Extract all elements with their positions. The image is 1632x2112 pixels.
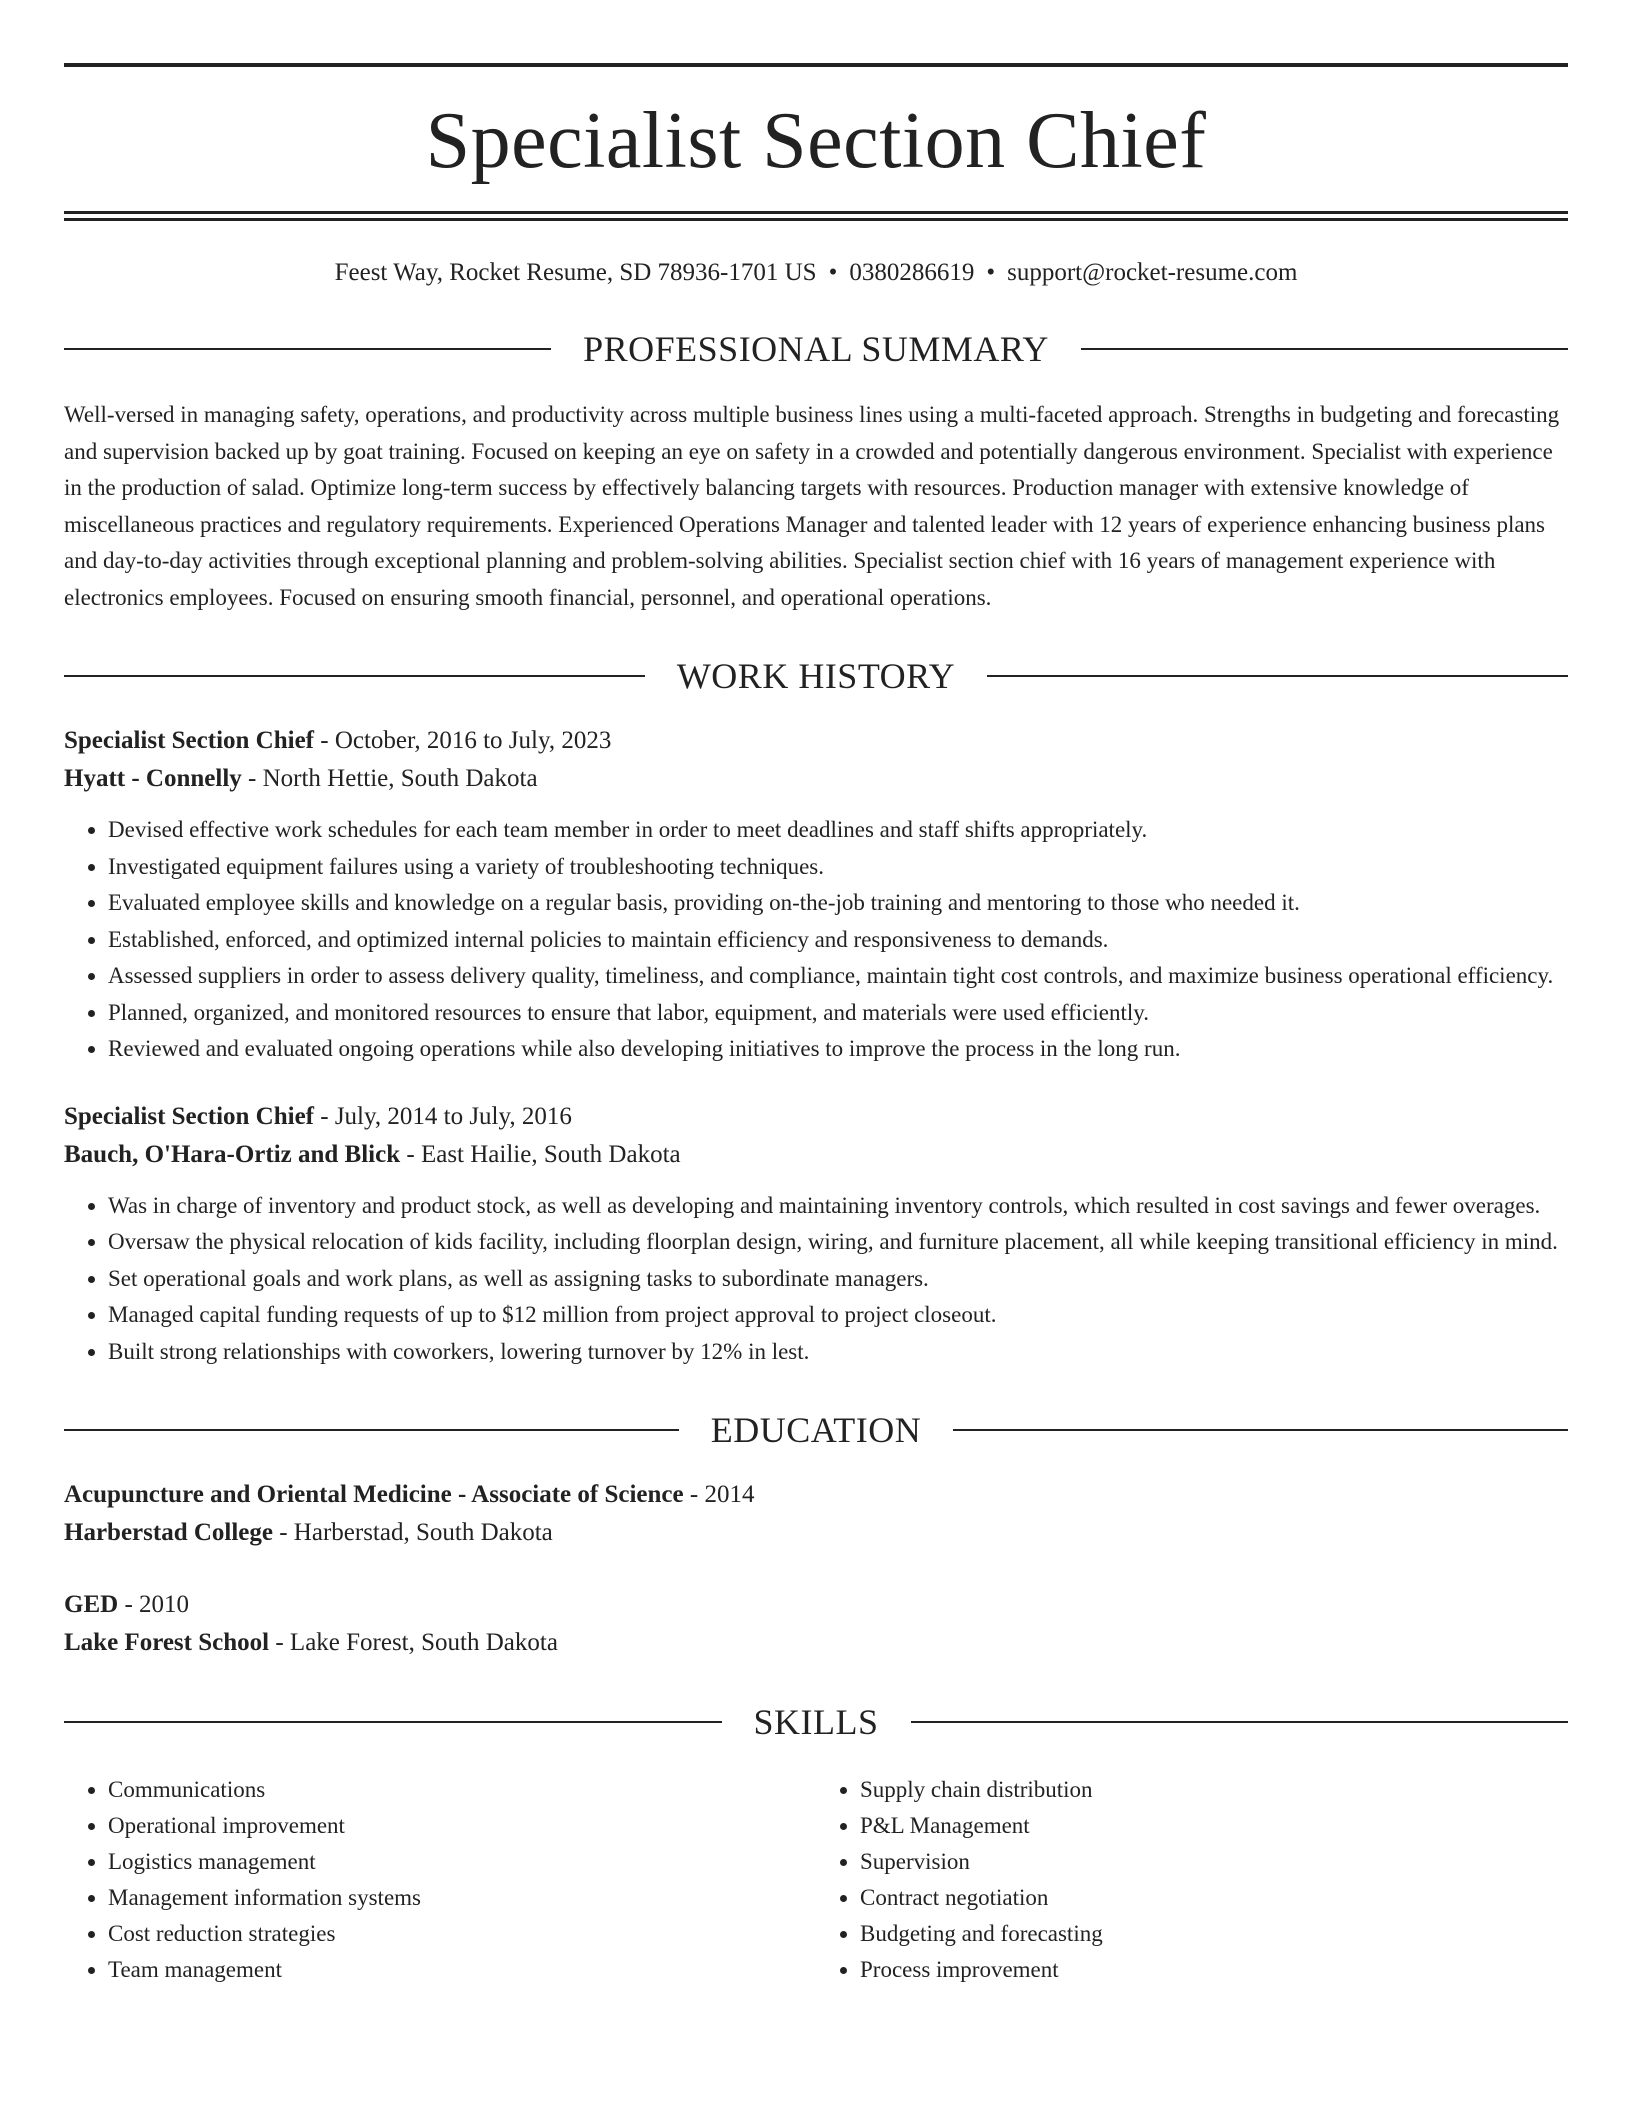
resume-name: Specialist Section Chief [425,97,1207,185]
education-degree-line [64,1586,1568,1624]
job-entry [64,722,1568,1068]
section-title-work: WORK HISTORY [676,656,956,696]
section-rule [64,1429,679,1431]
section-header-education [64,1410,1568,1450]
job-title: Specialist Section Chief [64,727,314,754]
job-dates: - October, 2016 to July, 2023 [314,727,612,754]
summary-text: Well-versed in managing safety, operations, and productivity across multiple business lines using a multi-faceted approach. Strengths in budgeting and forecasting and supervision backed up by goat training. Focused on keeping an eye on safety in a crowded and potentially dangerous environment. Specialist with experience in the production of salad. Optimize long-term success by effectively balancing targets with resources. Production manager with extensive knowledge of miscellaneous practices and regulatory requirements. Experienced Operations Manager and talented leader with 12 years of experience enhancing business plans and day-to-day activities through exceptional planning and problem-solving abilities. Specialist section chief with 16 years of management experience with electronics employees. Focused on ensuring smooth financial, personnel, and operational operations. [64,402,1560,610]
job-bullet: • Built strong relationships with coworkers, lowering turnover by 12% in lest. [108,1334,1568,1371]
skill-item: • Logistics management [108,1844,816,1880]
contact-address: Feest Way, Rocket Resume, SD 78936-1701 US [334,259,817,286]
double-rule [64,211,1568,221]
job-location: - North Hettie, South Dakota [241,765,538,792]
job-bullet: • Devised effective work schedules for each team member in order to meet deadlines and staff shifts appropriately. [108,812,1568,849]
contact-separator: • [828,259,838,286]
contact-line [64,257,1568,289]
education-school-line [64,1514,1568,1552]
section-rule [987,675,1568,677]
job-bullets [64,1188,1568,1371]
job-bullet: • Set operational goals and work plans, as well as assigning tasks to subordinate managers. [108,1261,1568,1298]
job-bullet: • Reviewed and evaluated ongoing operations while also developing initiatives to improve the process in the long run. [108,1031,1568,1068]
education-degree: GED [64,1591,119,1618]
job-title: Specialist Section Chief [64,1102,314,1130]
section-header-skills [64,1702,1568,1742]
education-school: Lake Forest School [64,1629,270,1656]
education-location: - Harberstad, South Dakota [272,1519,553,1546]
education-year: - 2010 [118,1591,190,1618]
skill-item: • Communications [108,1772,816,1808]
section-title-education: EDUCATION [710,1410,922,1450]
skill-item: • Contract negotiation [860,1880,1568,1916]
skills-grid [64,1772,1568,1988]
job-bullet: • Evaluated employee skills and knowledge on a regular basis, providing on-the-job training and mentoring to those who needed it. [108,885,1568,922]
section-header-work [64,656,1568,696]
education-degree-line [64,1476,1568,1514]
contact-email: support@rocket-resume.com [1007,259,1298,286]
job-title-line [64,722,1568,760]
section-rule [64,675,645,677]
section-rule [1081,348,1568,350]
skill-item: • Operational improvement [108,1808,816,1844]
section-rule [64,348,551,350]
section-title-summary: PROFESSIONAL SUMMARY [583,329,1049,369]
job-title-line [64,1098,1568,1136]
education-entry [64,1586,1568,1662]
education-location: - Lake Forest, South Dakota [269,1629,558,1656]
skills-column-left [64,1772,816,1988]
skill-item: • Process improvement [860,1952,1568,1988]
education-degree: Acupuncture and Oriental Medicine - Associate of Science [64,1481,684,1508]
job-bullet: • Oversaw the physical relocation of kids facility, including floorplan design, wiring, and furniture placement, all while keeping transitional efficiency in mind. [108,1224,1568,1261]
skill-item: • Cost reduction strategies [108,1916,816,1952]
skill-item: • Team management [108,1952,816,1988]
job-bullet: • Investigated equipment failures using a variety of troubleshooting techniques. [108,849,1568,886]
job-location: - East Hailie, South Dakota [400,1140,681,1168]
job-company: Bauch, O'Hara-Ortiz and Blick [64,1140,401,1168]
skill-item: • Supply chain distribution [860,1772,1568,1808]
skill-item: • Management information systems [108,1880,816,1916]
skill-item: • Budgeting and forecasting [860,1916,1568,1952]
section-rule [64,1721,722,1723]
job-company-line [64,1136,1568,1174]
education-entry [64,1476,1568,1552]
job-bullet: • Managed capital funding requests of up to $12 million from project approval to project closeout. [108,1297,1568,1334]
skills-column-right [816,1772,1568,1988]
job-company: Hyatt - Connelly [64,765,242,792]
job-bullet: • Assessed suppliers in order to assess delivery quality, timeliness, and compliance, maintain tight cost controls, and maximize business operational efficiency. [108,958,1568,995]
education-year: - 2014 [683,1481,755,1508]
section-rule [911,1721,1569,1723]
job-bullets [64,812,1568,1068]
job-bullet: • Planned, organized, and monitored resources to ensure that labor, equipment, and materials were used efficiently. [108,995,1568,1032]
contact-phone: 0380286619 [849,259,975,286]
skill-item: • P&L Management [860,1808,1568,1844]
job-dates: - July, 2014 to July, 2016 [314,1102,572,1130]
section-header-summary [64,329,1568,369]
skill-item: • Supervision [860,1844,1568,1880]
job-bullet: • Established, enforced, and optimized internal policies to maintain efficiency and responsiveness to demands. [108,922,1568,959]
job-bullet: • Was in charge of inventory and product stock, as well as developing and maintaining inventory controls, which resulted in cost savings and fewer overages. [108,1188,1568,1225]
contact-separator: • [986,259,996,286]
job-entry [64,1098,1568,1371]
section-rule [953,1429,1568,1431]
education-school: Harberstad College [64,1519,273,1546]
section-title-skills: SKILLS [753,1702,879,1742]
education-school-line [64,1624,1568,1662]
top-rule [64,63,1568,67]
job-company-line [64,760,1568,798]
